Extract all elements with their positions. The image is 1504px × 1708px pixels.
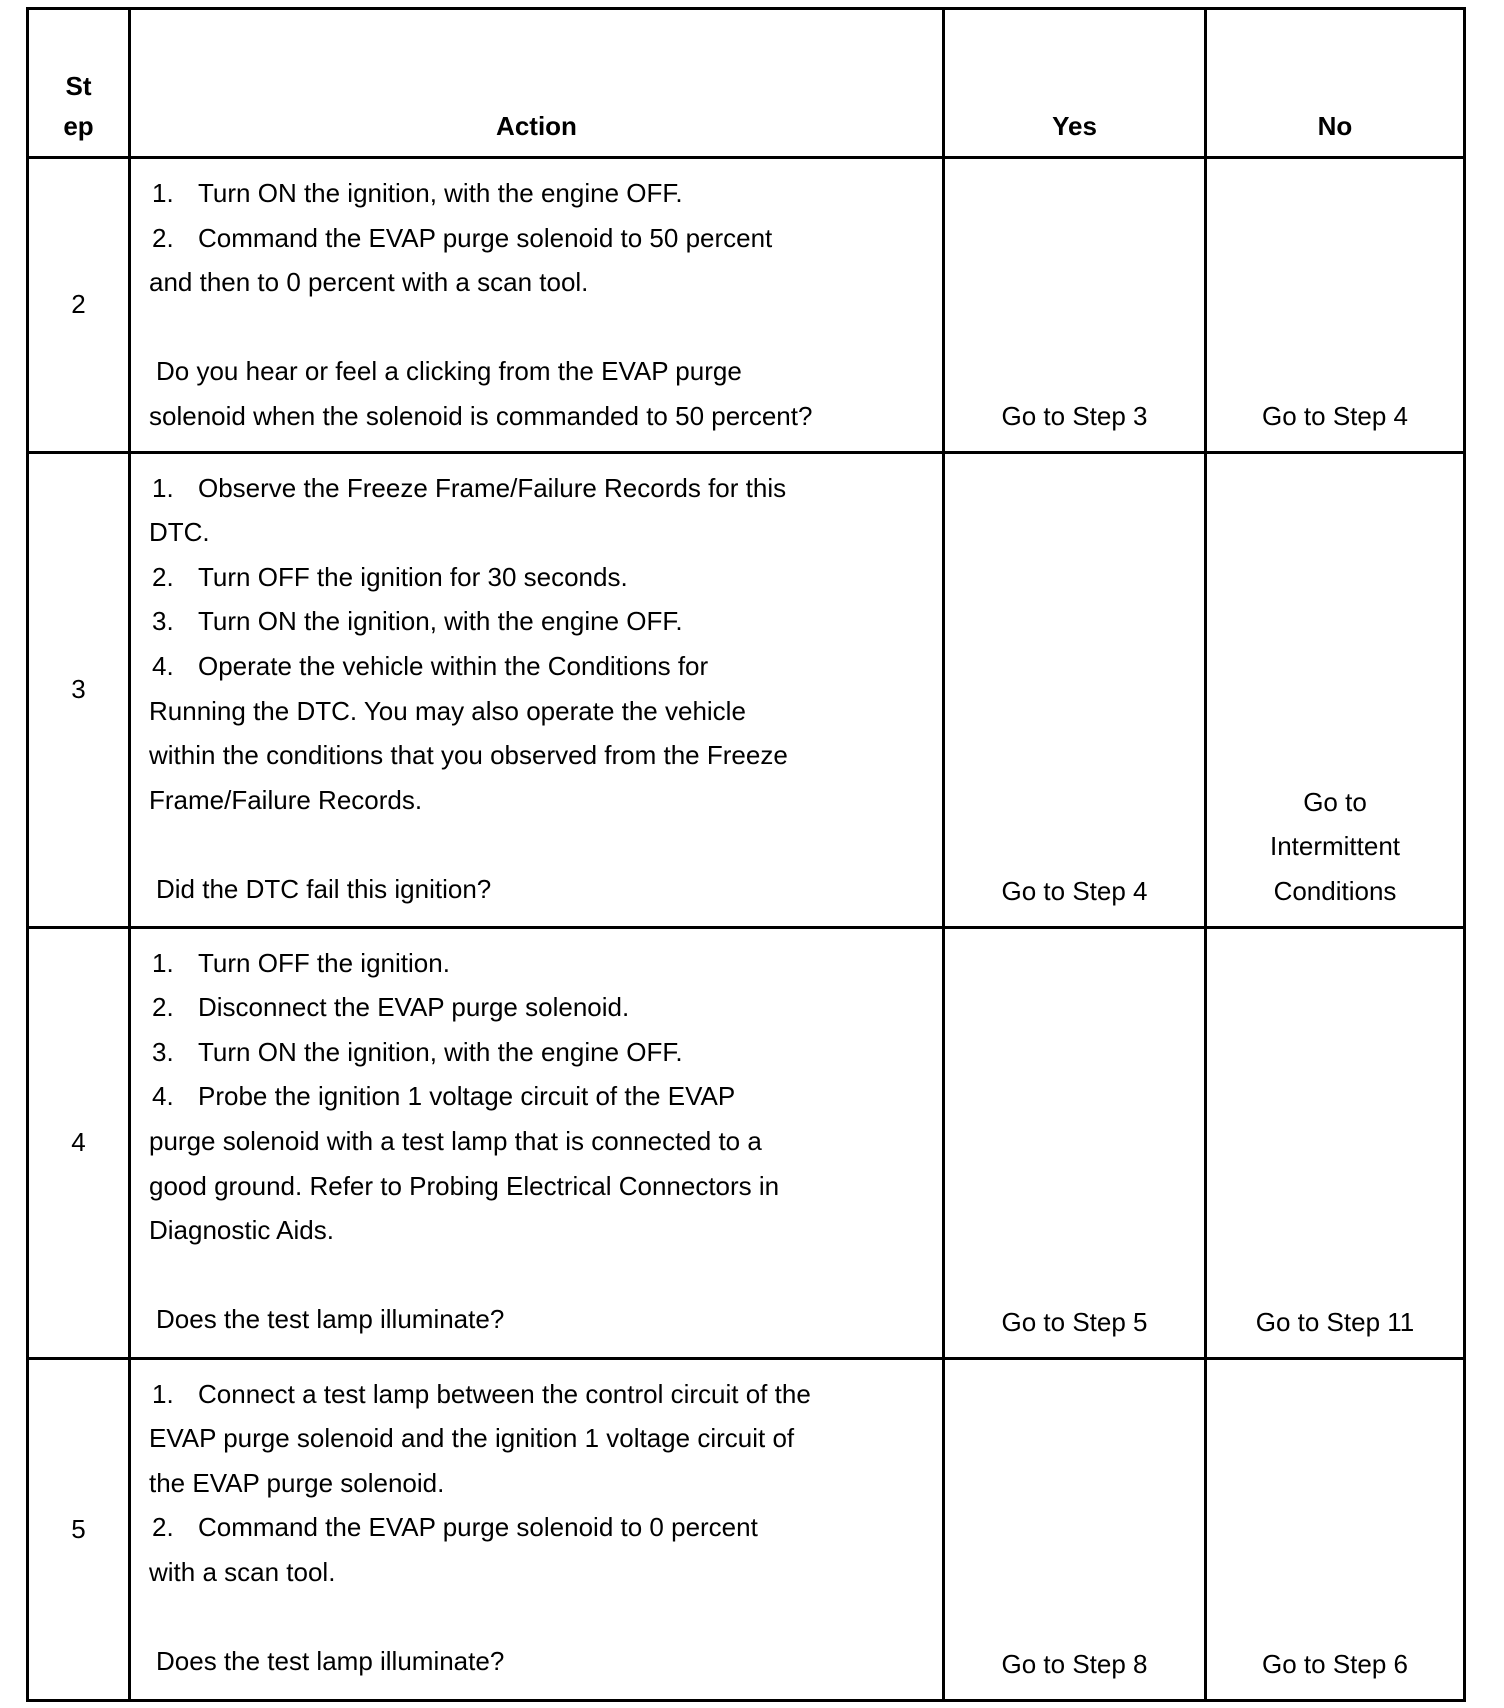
action-line: Frame/Failure Records.: [149, 784, 423, 815]
action-line: 4. Probe the ignition 1 voltage circuit of the EVAP: [152, 1081, 736, 1112]
action-line: 2. Command the EVAP purge solenoid to 0 percent: [152, 1512, 758, 1543]
action-line: 3. Turn ON the ignition, with the engine OFF.: [152, 606, 683, 637]
action-cell: [130, 927, 944, 1358]
header-step-line2: ep: [63, 111, 94, 141]
yes-result: Go to Step 5: [944, 927, 1206, 1358]
table-row-step-5: [28, 1358, 1465, 1700]
action-line: 2. Command the EVAP purge solenoid to 50 percent: [152, 222, 773, 253]
table-row-step-2: [28, 158, 1465, 453]
table-row-step-3: [28, 452, 1465, 927]
yes-result: Go to Step 3: [944, 158, 1206, 453]
action-line: Diagnostic Aids.: [149, 1215, 334, 1246]
action-line: 1. Turn OFF the ignition.: [152, 947, 450, 978]
action-line: EVAP purge solenoid and the ignition 1 voltage circuit of: [149, 1423, 795, 1454]
yes-result: Go to Step 4: [944, 452, 1206, 927]
header-yes: Yes: [944, 9, 1206, 158]
header-step-line1: St: [65, 71, 92, 101]
no-result-line: Conditions: [1273, 875, 1397, 906]
action-line: 4. Operate the vehicle within the Conditions for: [152, 650, 709, 681]
table-header: [28, 9, 1465, 158]
no-result: Go to Step 6: [1206, 1358, 1465, 1700]
action-line: 1. Connect a test lamp between the control circuit of the: [152, 1378, 811, 1409]
question-line: solenoid when the solenoid is commanded to 50 percent?: [149, 400, 813, 431]
action-line: Running the DTC. You may also operate the vehicle: [149, 695, 746, 726]
action-line: good ground. Refer to Probing Electrical Connectors in: [149, 1170, 780, 1201]
header-no: No: [1206, 9, 1465, 158]
no-result: Go to Step 4: [1206, 158, 1465, 453]
action-cell: [130, 158, 944, 453]
no-result: [1206, 452, 1465, 927]
action-line: 1. Turn ON the ignition, with the engine OFF.: [152, 178, 683, 208]
header-row: [28, 9, 1465, 158]
question-line: Does the test lamp illuminate?: [156, 1304, 505, 1335]
action-cell: [130, 1358, 944, 1700]
action-line: with a scan tool.: [149, 1556, 336, 1587]
question-line: Does the test lamp illuminate?: [156, 1646, 505, 1677]
action-cell: [130, 452, 944, 927]
header-step: [28, 9, 130, 158]
table-body: [28, 158, 1465, 1701]
no-result-line: Intermittent: [1269, 831, 1401, 862]
header-action: Action: [130, 9, 944, 158]
action-line: DTC.: [149, 517, 210, 548]
table-row-step-4: [28, 927, 1465, 1358]
action-line: and then to 0 percent with a scan tool.: [149, 267, 589, 298]
question-line: Do you hear or feel a clicking from the EVAP purge: [156, 356, 742, 387]
diagnostic-table: [26, 7, 1466, 1702]
step-number: 3: [28, 452, 130, 927]
action-line: 2. Disconnect the EVAP purge solenoid.: [152, 992, 630, 1023]
step-number: 2: [28, 158, 130, 453]
no-result-line: Go to: [1303, 786, 1367, 817]
action-line: within the conditions that you observed from the Freeze: [149, 740, 788, 771]
question-line: Did the DTC fail this ignition?: [156, 873, 492, 904]
step-number: 5: [28, 1358, 130, 1700]
action-line: 2. Turn OFF the ignition for 30 seconds.: [152, 561, 628, 592]
no-result: Go to Step 11: [1206, 927, 1465, 1358]
action-line: 3. Turn ON the ignition, with the engine OFF.: [152, 1036, 683, 1067]
action-line: 1. Observe the Freeze Frame/Failure Records for this: [152, 472, 787, 503]
step-number: 4: [28, 927, 130, 1358]
action-line: the EVAP purge solenoid.: [149, 1467, 445, 1498]
yes-result: Go to Step 8: [944, 1358, 1206, 1700]
action-line: purge solenoid with a test lamp that is connected to a: [149, 1125, 762, 1156]
